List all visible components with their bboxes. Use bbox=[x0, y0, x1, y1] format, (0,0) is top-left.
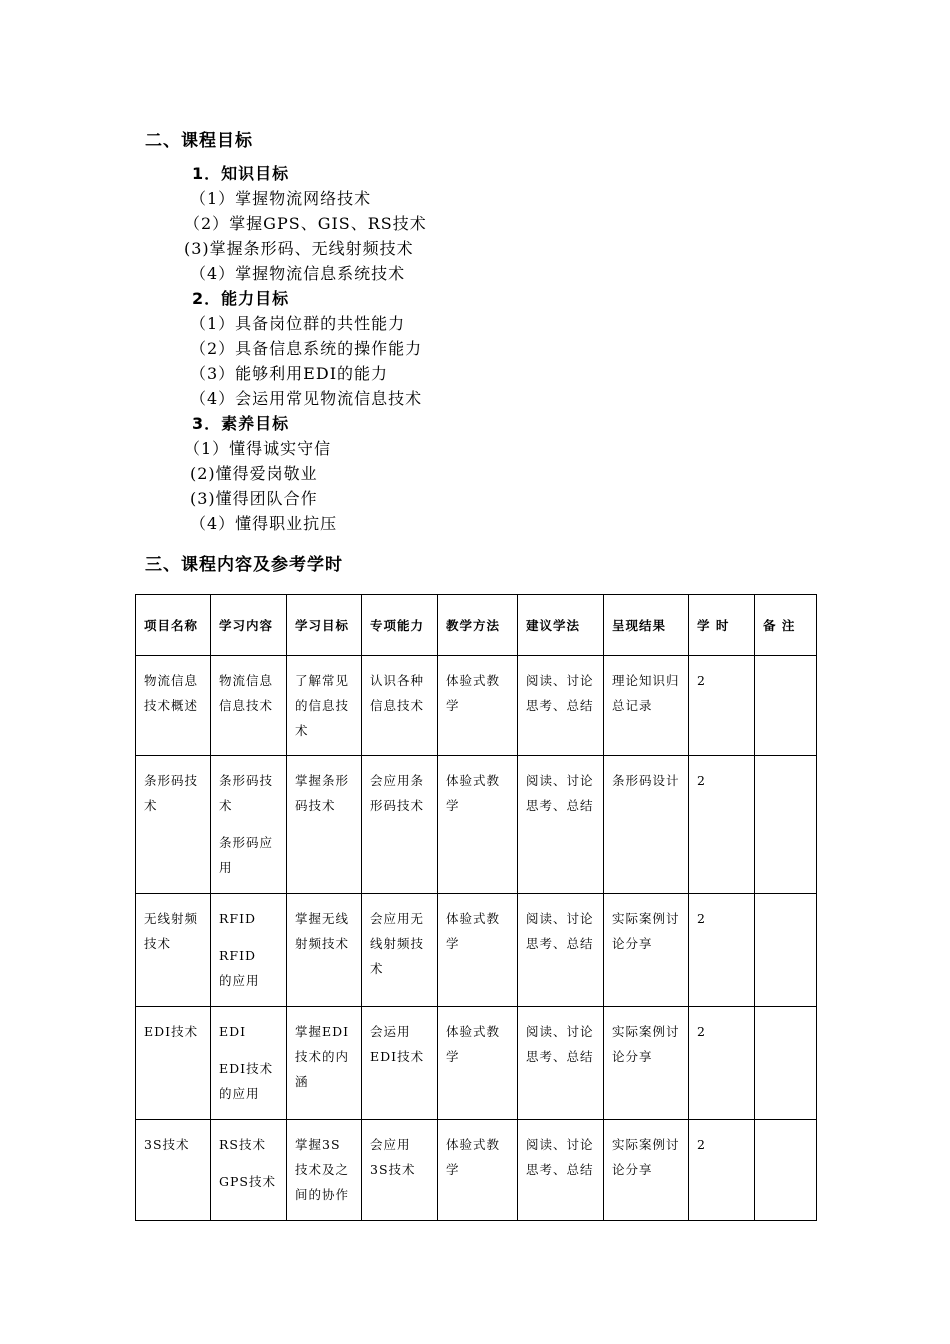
knowledge-goals-heading: 1．知识目标 bbox=[192, 164, 290, 183]
table-row bbox=[136, 756, 817, 894]
header-learning-goal: 学习目标 bbox=[287, 595, 362, 656]
cell-special-skill: 会运用EDI技术 bbox=[362, 1007, 438, 1120]
cell-teaching-method: 体验式教学 bbox=[438, 656, 518, 756]
cell-special-skill: 会应用无线射频技术 bbox=[362, 894, 438, 1007]
cell-notes bbox=[755, 656, 817, 756]
quality-goal-item: (3)懂得团队合作 bbox=[190, 489, 318, 508]
quality-goals-heading: 3．素养目标 bbox=[192, 414, 290, 433]
cell-special-skill: 会应用条形码技术 bbox=[362, 756, 438, 894]
ability-goal-item: （2）具备信息系统的操作能力 bbox=[190, 339, 423, 358]
cell-learning-content bbox=[211, 656, 287, 756]
cell-result: 理论知识归总记录 bbox=[604, 656, 689, 756]
cell-result: 条形码设计 bbox=[604, 756, 689, 894]
table-header-row bbox=[136, 595, 817, 656]
content-line: RFID bbox=[219, 911, 257, 926]
content-line: 条形码技术 bbox=[219, 773, 274, 813]
content-line: RS技术 bbox=[219, 1137, 266, 1152]
cell-learning-goal: 了解常见的信息技术 bbox=[287, 656, 362, 756]
cell-notes bbox=[755, 1120, 817, 1221]
ability-goal-item: （1）具备岗位群的共性能力 bbox=[190, 314, 406, 333]
content-line: EDI技术的应用 bbox=[219, 1061, 274, 1101]
header-notes: 备 注 bbox=[755, 595, 817, 656]
cell-notes bbox=[755, 1007, 817, 1120]
cell-project-name: 物流信息技术概述 bbox=[136, 656, 211, 756]
cell-hours: 2 bbox=[689, 894, 755, 1007]
cell-learning-content bbox=[211, 756, 287, 894]
cell-learning-content bbox=[211, 1120, 287, 1221]
cell-special-skill: 会应用3S技术 bbox=[362, 1120, 438, 1221]
content-line: GPS技术 bbox=[219, 1174, 276, 1189]
cell-learning-goal: 掌握3S技术及之间的协作 bbox=[287, 1120, 362, 1221]
header-project-name: 项目名称 bbox=[136, 595, 211, 656]
header-teaching-method: 教学方法 bbox=[438, 595, 518, 656]
knowledge-goal-item: （1）掌握物流网络技术 bbox=[190, 189, 372, 208]
cell-study-method: 阅读、讨论思考、总结 bbox=[518, 1007, 604, 1120]
cell-project-name: 3S技术 bbox=[136, 1120, 211, 1221]
cell-notes bbox=[755, 894, 817, 1007]
header-learning-content: 学习内容 bbox=[211, 595, 287, 656]
cell-teaching-method: 体验式教学 bbox=[438, 1120, 518, 1221]
header-hours: 学 时 bbox=[689, 595, 755, 656]
header-special-skill: 专项能力 bbox=[362, 595, 438, 656]
quality-goal-item: （4）懂得职业抗压 bbox=[190, 514, 338, 533]
table-row bbox=[136, 656, 817, 756]
cell-study-method: 阅读、讨论思考、总结 bbox=[518, 756, 604, 894]
content-line: 条形码应用 bbox=[219, 835, 274, 875]
section-title-course-goals: 二、课程目标 bbox=[145, 131, 253, 151]
ability-goal-item: （3）能够利用EDI的能力 bbox=[190, 364, 389, 383]
cell-project-name: 条形码技术 bbox=[136, 756, 211, 894]
knowledge-goal-item: (3)掌握条形码、无线射频技术 bbox=[184, 239, 414, 258]
cell-teaching-method: 体验式教学 bbox=[438, 756, 518, 894]
cell-study-method: 阅读、讨论思考、总结 bbox=[518, 894, 604, 1007]
cell-result: 实际案例讨论分享 bbox=[604, 894, 689, 1007]
header-study-method: 建议学法 bbox=[518, 595, 604, 656]
cell-teaching-method: 体验式教学 bbox=[438, 894, 518, 1007]
cell-learning-goal: 掌握EDI技术的内涵 bbox=[287, 1007, 362, 1120]
knowledge-goal-item: （2）掌握GPS、GIS、RS技术 bbox=[184, 214, 427, 233]
header-result: 呈现结果 bbox=[604, 595, 689, 656]
cell-learning-goal: 掌握条形码技术 bbox=[287, 756, 362, 894]
table-row bbox=[136, 1007, 817, 1120]
content-line: 物流信息信息技术 bbox=[219, 673, 274, 713]
cell-special-skill: 认识各种信息技术 bbox=[362, 656, 438, 756]
knowledge-goal-item: （4）掌握物流信息系统技术 bbox=[190, 264, 406, 283]
cell-hours: 2 bbox=[689, 656, 755, 756]
cell-teaching-method: 体验式教学 bbox=[438, 1007, 518, 1120]
content-line: EDI bbox=[219, 1024, 247, 1039]
content-line: RFID 的应用 bbox=[219, 948, 270, 988]
cell-hours: 2 bbox=[689, 1120, 755, 1221]
quality-goal-item: (2)懂得爱岗敬业 bbox=[190, 464, 318, 483]
course-content-table bbox=[135, 594, 817, 1221]
cell-study-method: 阅读、讨论思考、总结 bbox=[518, 1120, 604, 1221]
ability-goal-item: （4）会运用常见物流信息技术 bbox=[190, 389, 423, 408]
table-row bbox=[136, 1120, 817, 1221]
cell-hours: 2 bbox=[689, 1007, 755, 1120]
section-title-course-content: 三、课程内容及参考学时 bbox=[145, 555, 343, 575]
cell-study-method: 阅读、讨论思考、总结 bbox=[518, 656, 604, 756]
cell-learning-goal: 掌握无线射频技术 bbox=[287, 894, 362, 1007]
cell-project-name: EDI技术 bbox=[136, 1007, 211, 1120]
cell-result: 实际案例讨论分享 bbox=[604, 1120, 689, 1221]
cell-notes bbox=[755, 756, 817, 894]
ability-goals-heading: 2．能力目标 bbox=[192, 289, 290, 308]
cell-hours: 2 bbox=[689, 756, 755, 894]
cell-project-name: 无线射频技术 bbox=[136, 894, 211, 1007]
table-row bbox=[136, 894, 817, 1007]
cell-learning-content bbox=[211, 894, 287, 1007]
quality-goal-item: （1）懂得诚实守信 bbox=[184, 439, 332, 458]
cell-learning-content bbox=[211, 1007, 287, 1120]
cell-result: 实际案例讨论分享 bbox=[604, 1007, 689, 1120]
